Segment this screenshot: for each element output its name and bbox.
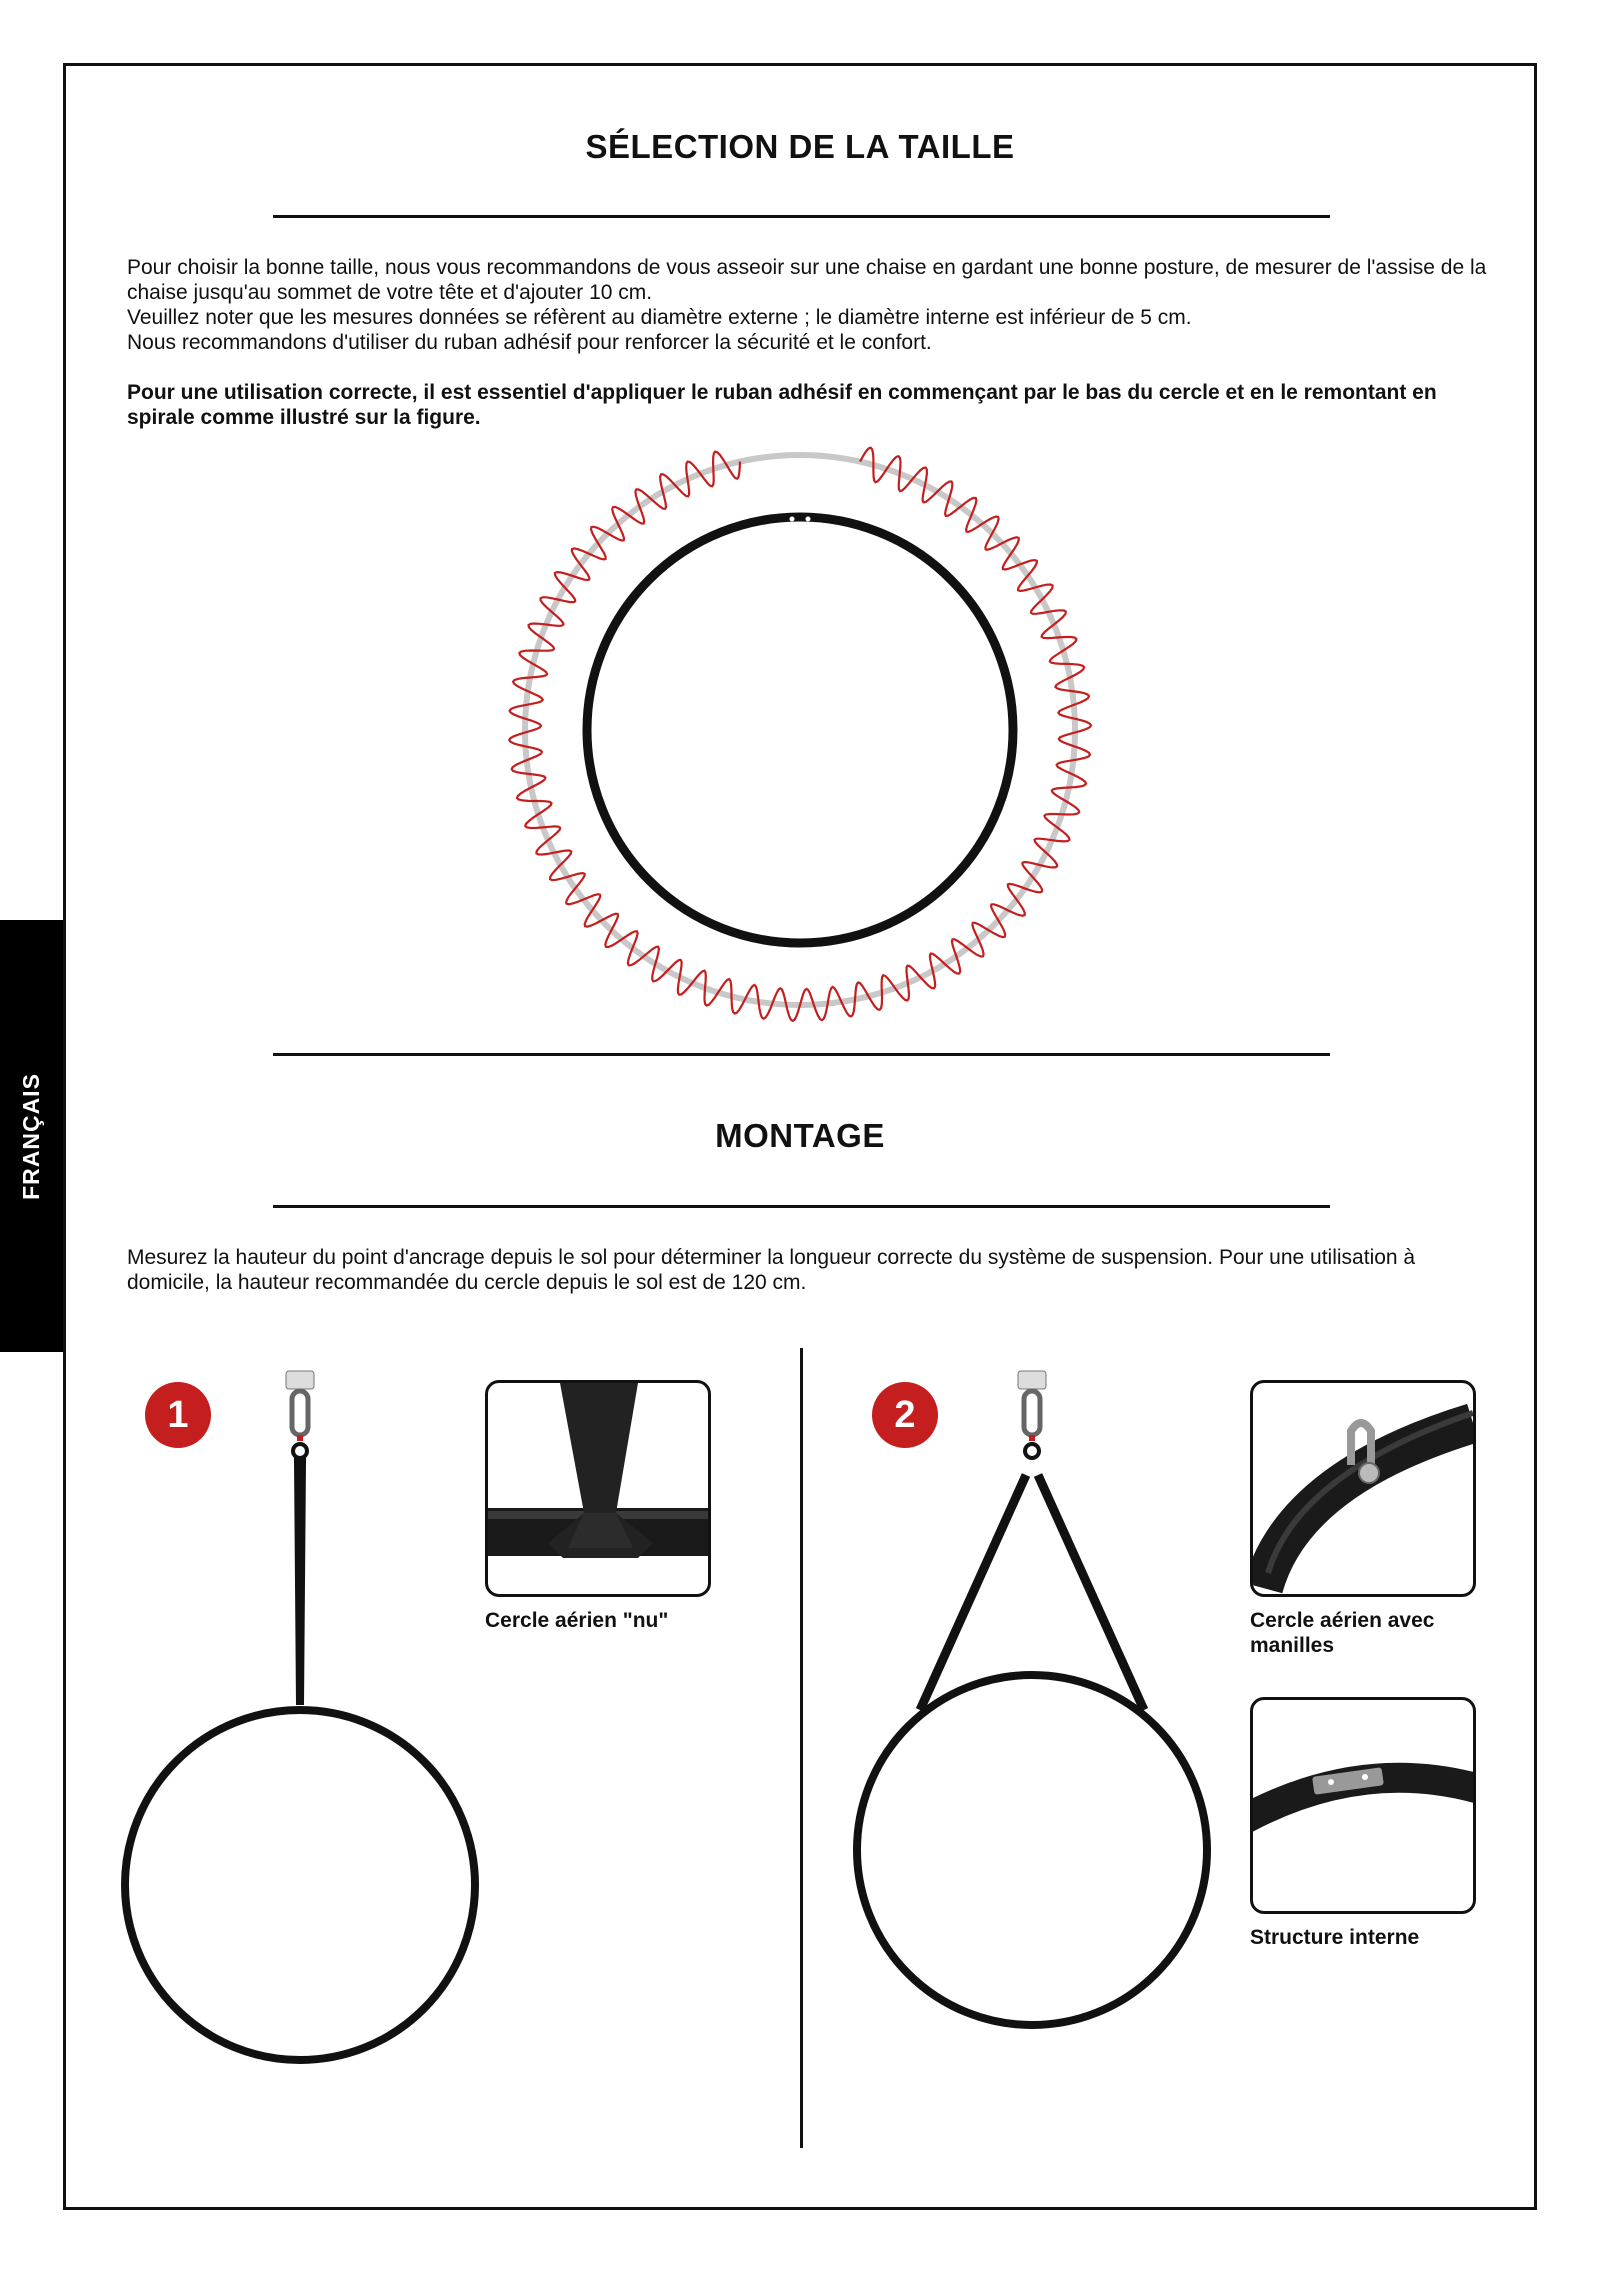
ceiling-anchor-icon [286,1371,314,1458]
size-paragraph-2: Veuillez noter que les mesures données se réfèrent au diamètre externe ; le diamètre interne est inférieur de 5 cm. [127,306,1192,329]
thumb-hoop-shackles[interactable] [1250,1380,1476,1597]
ceiling-anchor-icon [1018,1371,1046,1458]
caption-bare-hoop: Cercle aérien "nu" [485,1609,669,1632]
caption-internal-structure: Structure interne [1250,1926,1420,1949]
assembly-instructions: Mesurez la hauteur du point d'ancrage depuis le sol pour déterminer la longueur correcte du système de suspension. Pour une utilisation à domicile, la hauteur recommandée du cercle depuis le sol est de 120 cm. [127,1246,1416,1294]
divider [273,1053,1330,1056]
hoop-hole [806,517,811,522]
hoop-ring [857,1675,1207,2025]
hoop-two-point-illustration [840,1365,1220,2025]
size-paragraph-1: Pour choisir la bonne taille, nous vous recommandons de vous asseoir sur une chaise en gardant une bonne posture, de mesurer de l'assise de la chaise jusqu'au sommet de votre tête et d'ajouter 10 cm. [127,256,1487,304]
tape-wrap-loops [509,448,1091,1021]
step-badge-1: 1 [145,1382,211,1448]
tape-note: Pour une utilisation correcte, il est essentiel d'appliquer le ruban adhésif en commençant par le bas du cercle et en le remontant en spirale comme illustré sur la figure. [127,381,1437,429]
divider [273,1205,1330,1208]
shackle-closeup-icon [1253,1383,1473,1594]
internal-structure-closeup-icon [1253,1700,1473,1911]
size-paragraph-3: Nous recommandons d'utiliser du ruban adhésif pour renforcer la sécurité et le confort. [127,331,932,354]
section-title-assembly: MONTAGE [715,1117,885,1154]
outer-tape-ring [525,455,1075,1005]
hoop-hole [790,517,795,522]
thumb-internal-structure[interactable] [1250,1697,1476,1914]
section-title-size: SÉLECTION DE LA TAILLE [585,128,1015,165]
size-instructions [127,255,1487,355]
language-tab-label: FRANÇAIS [18,1072,44,1200]
hoop-ring [125,1710,475,2060]
step-badge-2: 2 [872,1382,938,1448]
caption-hoop-shackles: Cercle aérien avec manilles [1250,1609,1435,1657]
hoop-ring [587,517,1013,943]
tape-spiral-diagram [500,430,1100,1030]
vertical-divider [800,1348,803,2148]
bare-hoop-closeup-icon [488,1383,708,1594]
hoop-single-point-illustration [110,1365,490,2075]
thumb-bare-hoop[interactable] [485,1380,711,1597]
tape-spiral-path [509,448,1091,1021]
divider [273,215,1330,218]
hanging-strap [294,1461,306,1705]
